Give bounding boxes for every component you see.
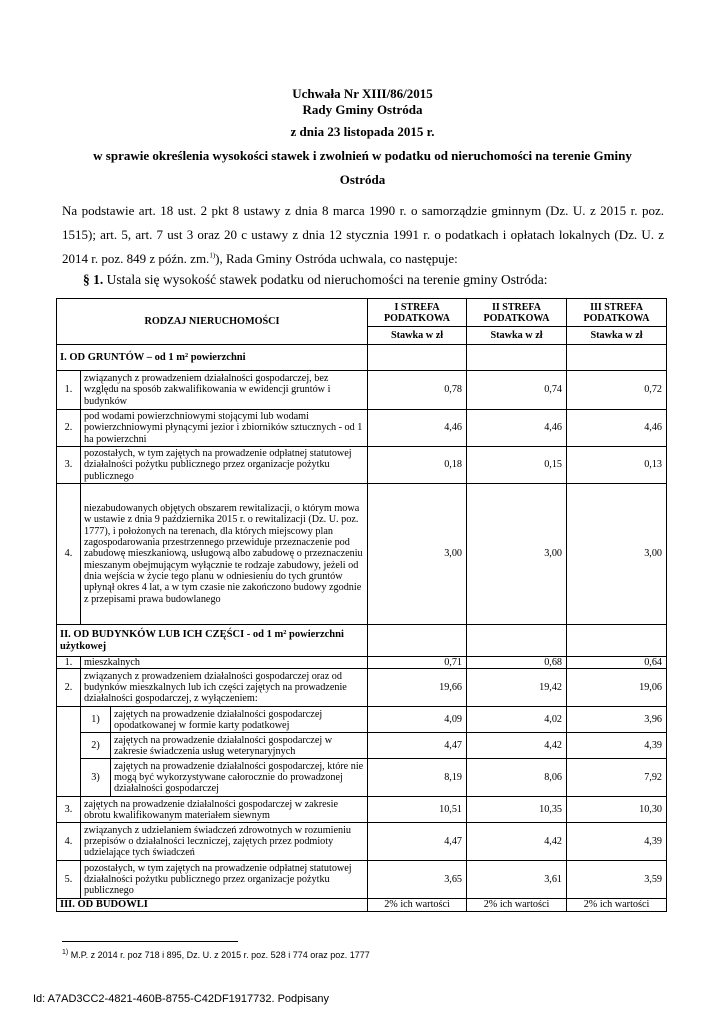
subrow-number: 3) [81, 759, 111, 797]
footnote-text: M.P. z 2014 r. poz 718 i 895, Dz. U. z 2015 r. poz. 528 i 774 oraz poz. 1777 [68, 950, 370, 960]
zone-3-rate: 0,72 [567, 371, 667, 410]
row-description: pod wodami powierzchniowymi stojącymi lub wodami powierzchniowymi płynącymi jezior i zbiorników sztucznych - od 1 ha powierzchni [81, 410, 368, 447]
row-number: 1. [57, 371, 81, 410]
row-number: 3. [57, 797, 81, 823]
resolution-date: z dnia 23 listopada 2015 r. [290, 124, 435, 139]
zone-3-rate: 3,59 [567, 861, 667, 899]
zone-3-rate: 0,64 [567, 657, 667, 669]
zone-1-rate: 19,66 [368, 669, 467, 707]
section-header-row [57, 625, 667, 657]
zone-1-rate: 0,71 [368, 657, 467, 669]
zone-2-rate: 4,42 [467, 733, 567, 759]
zone-1-rate: 4,47 [368, 823, 467, 861]
zone-1-rate: 3,00 [368, 484, 467, 625]
subrow-number: 1) [81, 707, 111, 733]
section-buildings-title: II. OD BUDYNKÓW LUB ICH CZĘŚCI - od 1 m² powierzchni użytkowej [57, 625, 368, 657]
paragraph-1-text: Ustala się wysokość stawek podatku od nieruchomości na terenie gminy Ostróda: [103, 272, 548, 287]
zone-2-rate: 0,68 [467, 657, 567, 669]
row-description: związanych z prowadzeniem działalności gospodarczej, bez względu na sposób zakwalifikowania w ewidencji gruntów i budynków [81, 371, 368, 410]
row-number: 4. [57, 484, 81, 625]
table-subrow [57, 759, 667, 797]
table-row [57, 797, 667, 823]
zone-1-rate: 0,18 [368, 447, 467, 484]
zone-1-header: I STREFA PODATKOWA [368, 299, 467, 327]
zone-2-rate: 0,74 [467, 371, 567, 410]
zone-1-rate: 4,09 [368, 707, 467, 733]
zone-2-rate: 10,35 [467, 797, 567, 823]
zone-2-rate: 4,46 [467, 410, 567, 447]
zone-1-rate: 8,19 [368, 759, 467, 797]
zone-2-header: II STREFA PODATKOWA [467, 299, 567, 327]
table-row [57, 823, 667, 861]
council-name: Rady Gminy Ostróda [302, 102, 423, 117]
zone-3-rate: 3,00 [567, 484, 667, 625]
zone-3-rate: 10,30 [567, 797, 667, 823]
table-header-row [57, 299, 667, 327]
zone-3-rate: 7,92 [567, 759, 667, 797]
document-title: Uchwała Nr XIII/86/2015 [292, 86, 433, 101]
table-subrow [57, 733, 667, 759]
paragraph-1 [62, 271, 672, 288]
row-number: 2. [57, 410, 81, 447]
paragraph-1-label: § 1. [83, 272, 104, 287]
row-number: 4. [57, 823, 81, 861]
resolution-subject-line2: Ostróda [339, 172, 386, 187]
row-description: pozostałych, w tym zajętych na prowadzenie odpłatnej statutowej działalności pożytku publicznego przez organizacje pożytku publicznego [81, 447, 368, 484]
row-description: zajętych na prowadzenie działalności gospodarczej w zakresie obrotu kwalifikowanym materiałem siewnym [81, 797, 368, 823]
table-row [57, 410, 667, 447]
row-number: 3. [57, 447, 81, 484]
zone-1-rate: 3,65 [368, 861, 467, 899]
zone-1-rate: 2% ich wartości [368, 899, 467, 911]
row-number: 2. [57, 669, 81, 707]
zone-2-rate: 3,00 [467, 484, 567, 625]
subrow-description: zajętych na prowadzenie działalności gospodarczej, które nie mogą być wykorzystywane całorocznie do prowadzonej działalności gospodarczej [111, 759, 368, 797]
zone-2-rate: 0,15 [467, 447, 567, 484]
footnote-separator [62, 941, 238, 942]
row-number: 1. [57, 657, 81, 669]
row-description: pozostałych, w tym zajętych na prowadzenie odpłatnej statutowej działalności pożytku publicznego przez organizacje pożytku publicznego [81, 861, 368, 899]
footnote-marker: 1) [62, 949, 69, 956]
table-row [57, 861, 667, 899]
zone-2-rate: 8,06 [467, 759, 567, 797]
table-row [57, 669, 667, 707]
legal-basis-text: Na podstawie art. 18 ust. 2 pkt 8 ustawy z dnia 8 marca 1990 r. o samorządzie gminnym (Dz. U. z 2015 r. poz. 1515); art. 5, art. 7 ust 3 oraz 20 c ustawy z dnia 12 stycznia 1991 r. o podatkach i opłatach lokalnych (Dz. U. z 2014 r. poz. 849 z późn. zm. [62, 203, 664, 266]
legal-basis-paragraph [62, 199, 664, 271]
zone-2-rate: 3,61 [467, 861, 567, 899]
zone-2-rate: 4,02 [467, 707, 567, 733]
zone-3-header: III STREFA PODATKOWA [567, 299, 667, 327]
zone-3-rate: 3,96 [567, 707, 667, 733]
subrow-indent-cell [57, 707, 81, 797]
section-structures-row [57, 899, 667, 911]
zone-2-rate: 2% ich wartości [467, 899, 567, 911]
subrow-number: 2) [81, 733, 111, 759]
zone-1-rate: 0,78 [368, 371, 467, 410]
section-header-row [57, 345, 667, 371]
zone-3-rate: 2% ich wartości [567, 899, 667, 911]
table-row [57, 657, 667, 669]
table-row [57, 371, 667, 410]
footnote-reference: 1) [209, 251, 216, 260]
zone-3-rate: 4,39 [567, 733, 667, 759]
zone-1-rate: 10,51 [368, 797, 467, 823]
row-description: mieszkalnych [81, 657, 368, 669]
row-description: związanych z prowadzeniem działalności gospodarczej oraz od budynków mieszkalnych lub ich części zajętych na prowadzenie działalności gospodarczej, z wyłączeniem: [81, 669, 368, 707]
row-description: niezabudowanych objętych obszarem rewitalizacji, o którym mowa w ustawie z dnia 9 października 2015 r. o rewitalizacji (Dz. U. poz. 1777), i położonych na terenach, dla których miejscowy plan zagospodarowania przestrzennego przewiduje przeznaczenie pod zabudowę mieszkaniową, usługową albo zabudowę o przeznaczeniu mieszanym obejmującym wyłącznie te rodzaje zabudowy, jeżeli od dnia wejścia w życie tego planu w odniesieniu do tych gruntów upłynął okres 4 lat, a w tym czasie nie zakończono budowy zgodnie z przepisami prawa budowlanego [81, 484, 368, 625]
subrow-description: zajętych na prowadzenie działalności gospodarczej w zakresie świadczenia usług weterynaryjnych [111, 733, 368, 759]
property-type-header: RODZAJ NIERUCHOMOŚCI [57, 299, 368, 345]
zone-1-rate: 4,47 [368, 733, 467, 759]
legal-basis-ending: ), Rada Gminy Ostróda uchwala, co następuje: [215, 251, 458, 266]
row-description: związanych z udzielaniem świadczeń zdrowotnych w rozumieniu przepisów o działalności leczniczej, zajętych przez podmioty udzielające tych świadczeń [81, 823, 368, 861]
resolution-subject-line1: w sprawie określenia wysokości stawek i zwolnień w podatku od nieruchomości na terenie Gminy [93, 148, 632, 163]
document-id: Id: A7AD3CC2-4821-460B-8755-C42DF1917732. Podpisany [33, 993, 329, 1005]
zone-1-rate: 4,46 [368, 410, 467, 447]
table-subrow [57, 707, 667, 733]
zone-3-rate: 19,06 [567, 669, 667, 707]
zone-2-rate-label: Stawka w zł [467, 327, 567, 345]
zone-3-rate-label: Stawka w zł [567, 327, 667, 345]
zone-3-rate: 4,46 [567, 410, 667, 447]
section-structures-title: III. OD BUDOWLI [57, 899, 368, 911]
table-row [57, 484, 667, 625]
row-number: 5. [57, 861, 81, 899]
subrow-description: zajętych na prowadzenie działalności gospodarczej opodatkowanej w formie karty podatkowej [111, 707, 368, 733]
zone-3-rate: 4,39 [567, 823, 667, 861]
section-land-title: I. OD GRUNTÓW – od 1 m² powierzchni [57, 345, 368, 371]
zone-2-rate: 4,42 [467, 823, 567, 861]
footnote [62, 950, 370, 960]
tax-rates-table [56, 298, 667, 912]
zone-1-rate-label: Stawka w zł [368, 327, 467, 345]
zone-2-rate: 19,42 [467, 669, 567, 707]
zone-3-rate: 0,13 [567, 447, 667, 484]
table-row [57, 447, 667, 484]
